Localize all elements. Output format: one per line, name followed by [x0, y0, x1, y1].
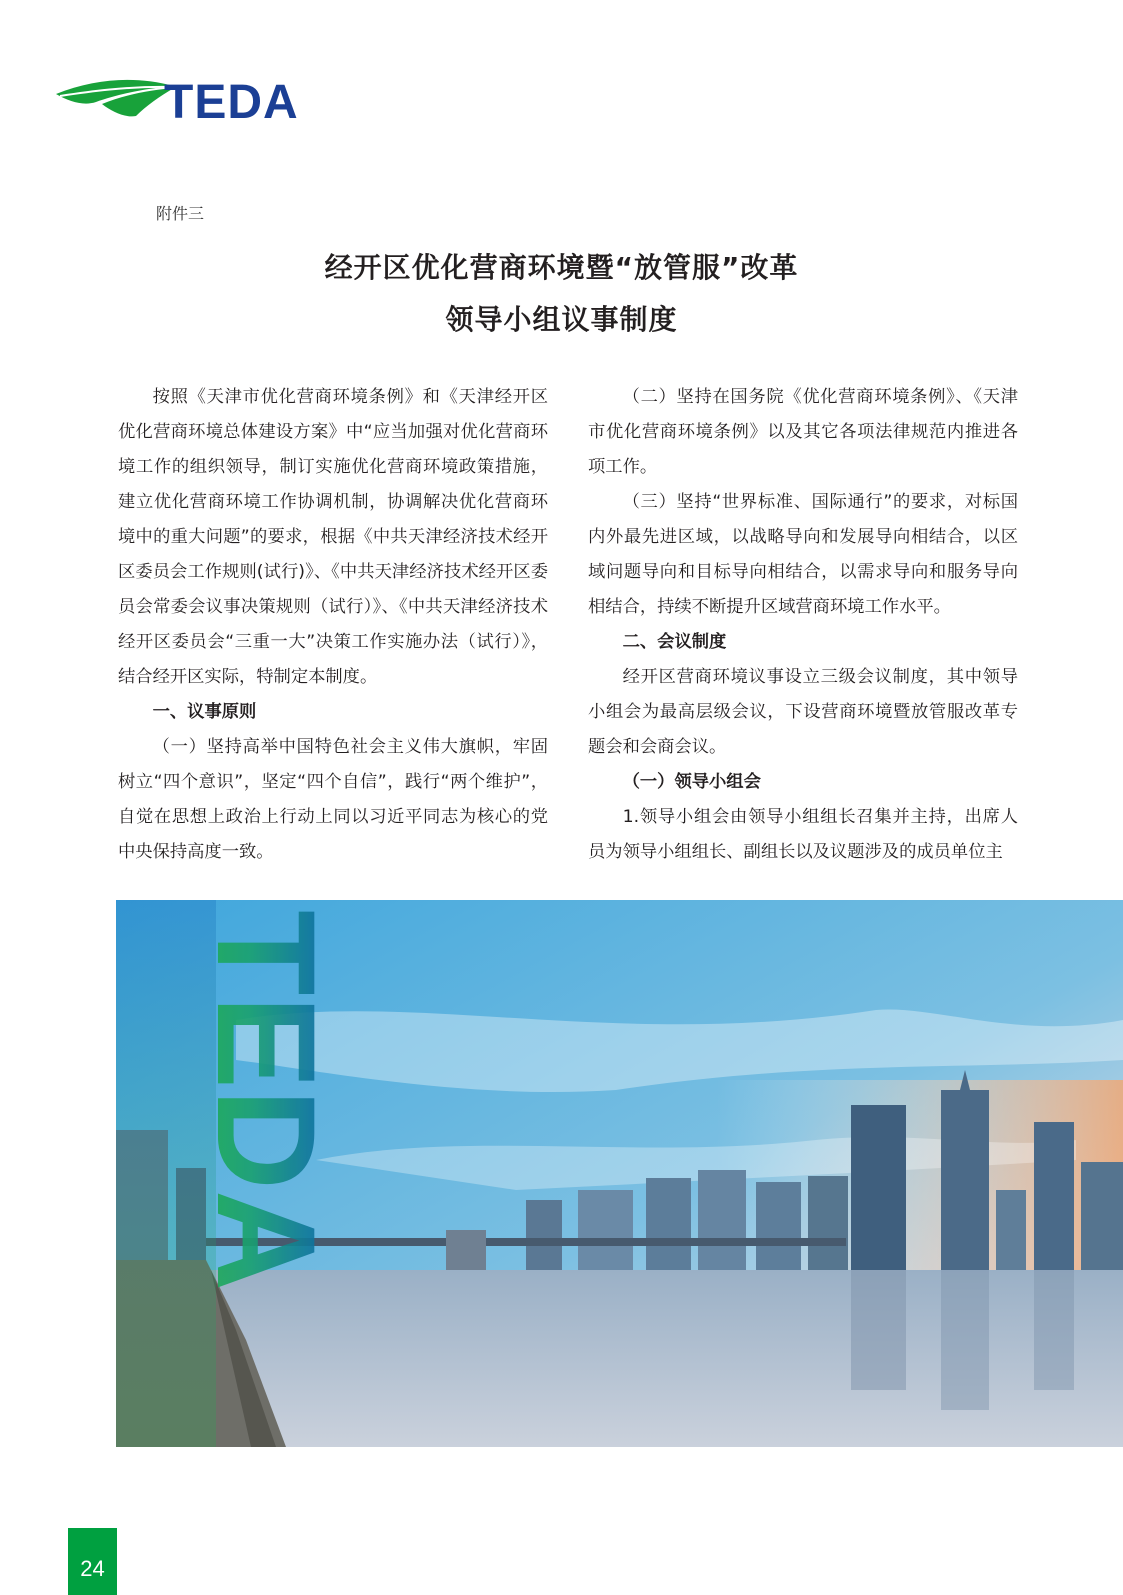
right-text-column — [588, 380, 1018, 870]
city-skyline-photo — [116, 900, 1123, 1447]
document-title-line1: 经开区优化营商环境暨“放管服”改革 — [324, 251, 799, 284]
page-number-badge — [68, 1528, 117, 1595]
paragraph: 1.领导小组会由领导小组组长召集并主持，出席人员为领导小组组长、副组长以及议题涉及的成员单位主 — [588, 807, 1018, 862]
teda-leaf-logo-icon — [56, 72, 356, 124]
paragraph: （三）坚持“世界标准、国际通行”的要求，对标国内外最先进区域，以战略导向和发展导向相结合，以区域问题导向和目标导向相结合，以需求导向和服务导向相结合，持续不断提升区域营商环境工作水平。 — [588, 492, 1018, 617]
paragraph: （一）坚持高举中国特色社会主义伟大旗帜，牢固树立“四个意识”，坚定“四个自信”，践行“两个维护”，自觉在思想上政治上行动上同以习近平同志为核心的党中央保持高度一致。 — [118, 737, 548, 862]
section-heading: 二、会议制度 — [622, 632, 727, 652]
paragraph: （二）坚持在国务院《优化营商环境条例》、《天津市优化营商环境条例》以及其它各项法律规范内推进各项工作。 — [588, 387, 1018, 477]
teda-logo — [56, 72, 356, 124]
document-title-line2: 领导小组议事制度 — [445, 303, 678, 336]
paragraph: 经开区营商环境议事设立三级会议制度，其中领导小组会为最高层级会议，下设营商环境暨放管服改革专题会和会商会议。 — [588, 667, 1018, 757]
section-heading: 一、议事原则 — [152, 702, 257, 722]
logo-text: TEDA — [164, 76, 299, 124]
paragraph: 按照《天津市优化营商环境条例》和《天津经开区优化营商环境总体建设方案》中“应当加强对优化营商环境工作的组织领导，制订实施优化营商环境政策措施，建立优化营商环境工作协调机制，协调解决优化营商环境中的重大问题”的要求，根据《中共天津经济技术经开区委员会工作规则(试行)》、《中共天津经济技术经开区委员会常委会议事决策规则（试行）》、《中共天津经济技术经开区委员会“三重一大”决策工作实施办法（试行）》，结合经开区实际，特制定本制度。 — [118, 387, 548, 687]
subsection-heading: （一）领导小组会 — [622, 772, 761, 792]
attachment-label: 附件三 — [156, 204, 205, 223]
photo-watermark-text: TEDA — [188, 910, 345, 1292]
page-number: 24 — [80, 1556, 105, 1581]
left-text-column — [118, 380, 548, 870]
